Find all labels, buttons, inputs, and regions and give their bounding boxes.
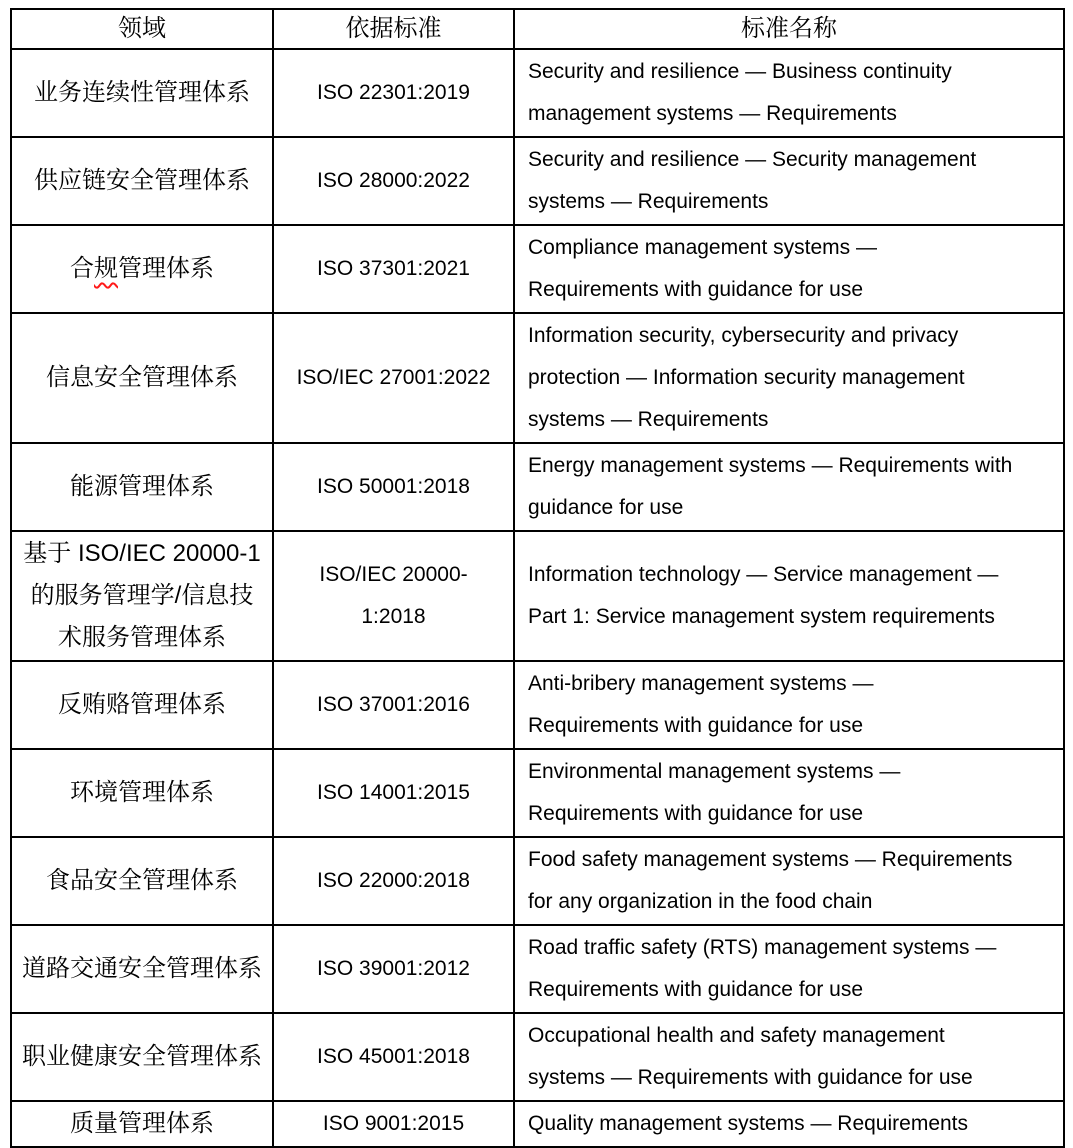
standard-cell: ISO 45001:2018 — [273, 1013, 514, 1101]
header-row — [11, 9, 1064, 49]
standard-name-line: management systems — Requirements — [528, 102, 897, 125]
domain-text: 管理体系 — [118, 255, 214, 282]
standard-name-line: Food safety management systems — Requirements — [528, 848, 1013, 871]
domain-cell: 反贿赂管理体系 — [11, 661, 273, 749]
standard-name-cell — [514, 531, 1064, 661]
standard-name-line: Environmental management systems — — [528, 760, 901, 783]
col-header-standard: 依据标准 — [273, 9, 514, 49]
standard-name-line: protection — Information security management — [528, 366, 965, 389]
col-header-domain: 领域 — [11, 9, 273, 49]
domain-cell: 食品安全管理体系 — [11, 837, 273, 925]
standard-cell: ISO/IEC 27001:2022 — [273, 313, 514, 443]
domain-cell: 职业健康安全管理体系 — [11, 1013, 273, 1101]
standard-name-line: systems — Requirements — [528, 190, 769, 213]
standard-name-cell — [514, 137, 1064, 225]
standard-line: 1:2018 — [361, 605, 426, 628]
standard-name-line: Compliance management systems — — [528, 236, 877, 259]
table-row — [11, 313, 1064, 443]
standard-name-cell — [514, 749, 1064, 837]
domain-line: 基于 ISO/IEC 20000-1 — [23, 540, 261, 567]
standard-name-line: Requirements with guidance for use — [528, 278, 864, 301]
standard-name-line: Anti-bribery management systems — — [528, 672, 874, 695]
standard-name-line: Requirements with guidance for use — [528, 714, 864, 737]
standard-name-cell — [514, 49, 1064, 137]
standard-cell: ISO 37301:2021 — [273, 225, 514, 313]
spellcheck-underlined-text: 规 — [94, 255, 118, 282]
domain-cell: 环境管理体系 — [11, 749, 273, 837]
standard-name-line: systems — Requirements with guidance for use — [528, 1066, 973, 1089]
standard-name-cell — [514, 313, 1064, 443]
standard-name-cell — [514, 225, 1064, 313]
standard-name-cell — [514, 1013, 1064, 1101]
standard-name-line: Occupational health and safety management — [528, 1024, 945, 1047]
table-row — [11, 661, 1064, 749]
standard-name-line: Security and resilience — Security management — [528, 148, 977, 171]
table-row — [11, 1101, 1064, 1147]
standard-name-line: Part 1: Service management system requirements — [528, 605, 995, 628]
standard-name-line: guidance for use — [528, 496, 684, 519]
standard-cell: ISO 39001:2012 — [273, 925, 514, 1013]
table-row — [11, 925, 1064, 1013]
domain-cell: 质量管理体系 — [11, 1101, 273, 1147]
domain-line: 术服务管理体系 — [58, 624, 226, 651]
standard-cell: ISO 28000:2022 — [273, 137, 514, 225]
standard-name-line: Information technology — Service management — — [528, 563, 999, 586]
domain-cell — [11, 225, 273, 313]
standard-name-line: Security and resilience — Business continuity — [528, 60, 952, 83]
standard-name-line: Road traffic safety (RTS) management systems — — [528, 936, 997, 959]
domain-text: 合 — [70, 255, 94, 282]
standard-name-line: Requirements with guidance for use — [528, 802, 864, 825]
standard-name-cell — [514, 837, 1064, 925]
standard-cell: ISO 22000:2018 — [273, 837, 514, 925]
standard-cell: ISO 37001:2016 — [273, 661, 514, 749]
domain-cell: 道路交通安全管理体系 — [11, 925, 273, 1013]
standard-name-line: Energy management systems — Requirements with — [528, 454, 1013, 477]
table-row — [11, 531, 1064, 661]
standard-name-line: Requirements with guidance for use — [528, 978, 864, 1001]
table-row — [11, 225, 1064, 313]
domain-cell: 信息安全管理体系 — [11, 313, 273, 443]
table-row — [11, 749, 1064, 837]
table-row — [11, 1013, 1064, 1101]
standard-name-cell — [514, 925, 1064, 1013]
standard-name-cell — [514, 1101, 1064, 1147]
domain-cell — [11, 531, 273, 661]
domain-cell: 供应链安全管理体系 — [11, 137, 273, 225]
col-header-standard-name: 标准名称 — [514, 9, 1064, 49]
standard-name-line: Quality management systems — Requirements — [528, 1112, 969, 1135]
table-row — [11, 49, 1064, 137]
domain-cell: 业务连续性管理体系 — [11, 49, 273, 137]
standard-name-cell — [514, 661, 1064, 749]
standard-name-line: Information security, cybersecurity and privacy — [528, 324, 959, 347]
domain-line: 的服务管理学/信息技 — [30, 582, 254, 609]
standard-line: ISO/IEC 20000- — [319, 563, 468, 586]
standard-name-line: systems — Requirements — [528, 408, 769, 431]
table-row — [11, 443, 1064, 531]
table-row — [11, 137, 1064, 225]
standard-name-cell — [514, 443, 1064, 531]
standard-cell: ISO 14001:2015 — [273, 749, 514, 837]
standards-table — [10, 8, 1065, 1148]
standard-cell: ISO 22301:2019 — [273, 49, 514, 137]
table-row — [11, 837, 1064, 925]
standard-cell: ISO 50001:2018 — [273, 443, 514, 531]
standard-name-line: for any organization in the food chain — [528, 890, 873, 913]
standard-cell: ISO 9001:2015 — [273, 1101, 514, 1147]
standard-cell — [273, 531, 514, 661]
domain-cell: 能源管理体系 — [11, 443, 273, 531]
